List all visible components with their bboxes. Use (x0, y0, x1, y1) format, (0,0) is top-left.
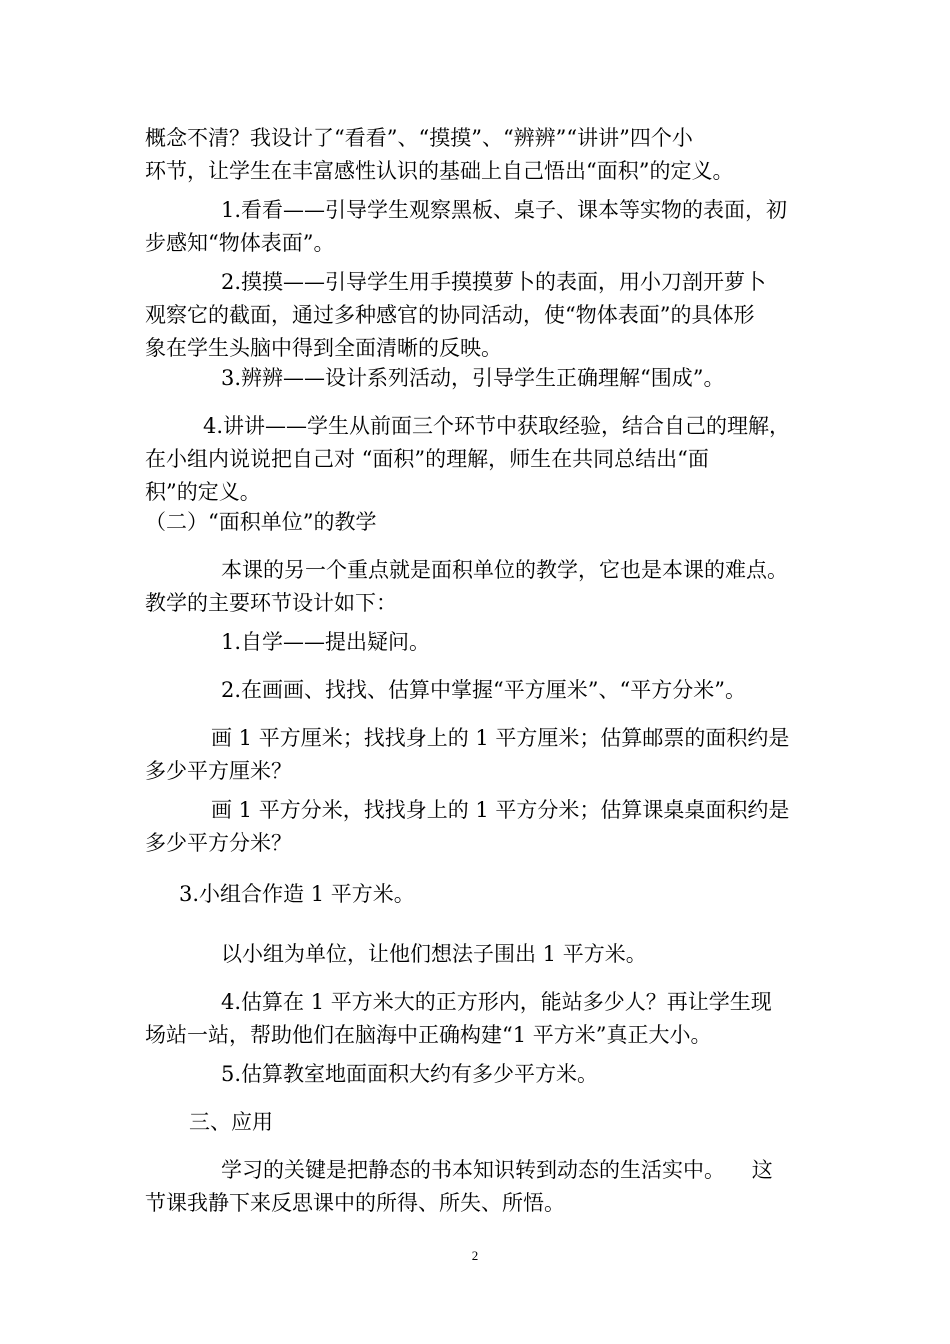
text-line: 概念不清？我设计了“看看”、“摸摸”、“辨辨”“讲讲”四个小 (145, 126, 693, 150)
text-line: 2.在画画、找找、估算中掌握“平方厘米”、“平方分米”。 (221, 678, 746, 702)
text-line: 场站一站，帮助他们在脑海中正确构建“1 平方米”真正大小。 (145, 1023, 712, 1047)
paragraph-step-estimate-room (145, 1058, 825, 1091)
text-line: 4.讲讲——学生从前面三个环节中获取经验，结合自己的理解， (203, 414, 791, 438)
text-line: 步感知“物体表面”。 (145, 231, 335, 255)
paragraph-step-look (145, 194, 825, 260)
text-line: （二）“面积单位”的教学 (145, 510, 377, 534)
text-line: 观察它的截面，通过多种感官的协同活动，使“物体表面”的具体形 (145, 303, 755, 327)
paragraph-square-cm (145, 722, 825, 788)
text-line: 5.估算教室地面面积大约有多少平方米。 (221, 1062, 599, 1086)
paragraph-area-units-intro (145, 554, 825, 620)
text-line: 节课我静下来反思课中的所得、所失、所悟。 (145, 1191, 565, 1215)
text-line: 2.摸摸——引导学生用手摸摸萝卜的表面，用小刀剖开萝卜 (221, 270, 767, 294)
text-line: 1.看看——引导学生观察黑板、桌子、课本等实物的表面，初 (221, 198, 788, 222)
text-line: 3.辨辨——设计系列活动，引导学生正确理解“围成”。 (221, 366, 725, 390)
paragraph-step-self-study (145, 626, 825, 659)
paragraph-step-distinguish (145, 362, 825, 395)
paragraph-concept-intro (145, 122, 825, 188)
text-line: 3.小组合作造 1 平方米。 (179, 882, 415, 906)
text-line: 画 1 平方分米，找找身上的 1 平方分米；估算课桌桌面积约是 (211, 798, 790, 822)
text-line: 象在学生头脑中得到全面清晰的反映。 (145, 336, 502, 360)
text-line: 学习的关键是把静态的书本知识转到动态的生活实中。 这 (221, 1158, 773, 1182)
text-line: 多少平方分米？ (145, 831, 292, 855)
text-line: 积”的定义。 (145, 480, 261, 504)
text-line: 以小组为单位，让他们想法子围出 1 平方米。 (221, 942, 647, 966)
text-line: 本课的另一个重点就是面积单位的教学，它也是本课的难点。 (221, 558, 788, 582)
paragraph-step-estimate-people (145, 986, 825, 1052)
text-line: 4.估算在 1 平方米大的正方形内，能站多少人？再让学生现 (221, 990, 772, 1014)
paragraph-step-touch (145, 266, 825, 365)
paragraph-step-talk (145, 410, 825, 509)
section-heading-application (145, 1106, 825, 1139)
text-line: 1.自学——提出疑问。 (221, 630, 431, 654)
page-number: 2 (471, 1248, 479, 1263)
text-line: 教学的主要环节设计如下： (145, 591, 397, 615)
text-line: 多少平方厘米？ (145, 759, 292, 783)
text-line: 在小组内说说把自己对 “面积”的理解，师生在共同总结出“面 (145, 447, 709, 471)
paragraph-step-group-work (145, 878, 825, 911)
paragraph-reflection (145, 1154, 825, 1220)
paragraph-group-unit (145, 938, 825, 971)
paragraph-step-draw-find (145, 674, 825, 707)
section-heading-area-units (145, 506, 825, 539)
text-line: 画 1 平方厘米；找找身上的 1 平方厘米；估算邮票的面积约是 (211, 726, 790, 750)
text-line: 环节，让学生在丰富感性认识的基础上自己悟出“面积”的定义。 (145, 159, 734, 183)
text-line: 三、应用 (189, 1110, 273, 1134)
paragraph-square-dm (145, 794, 825, 860)
